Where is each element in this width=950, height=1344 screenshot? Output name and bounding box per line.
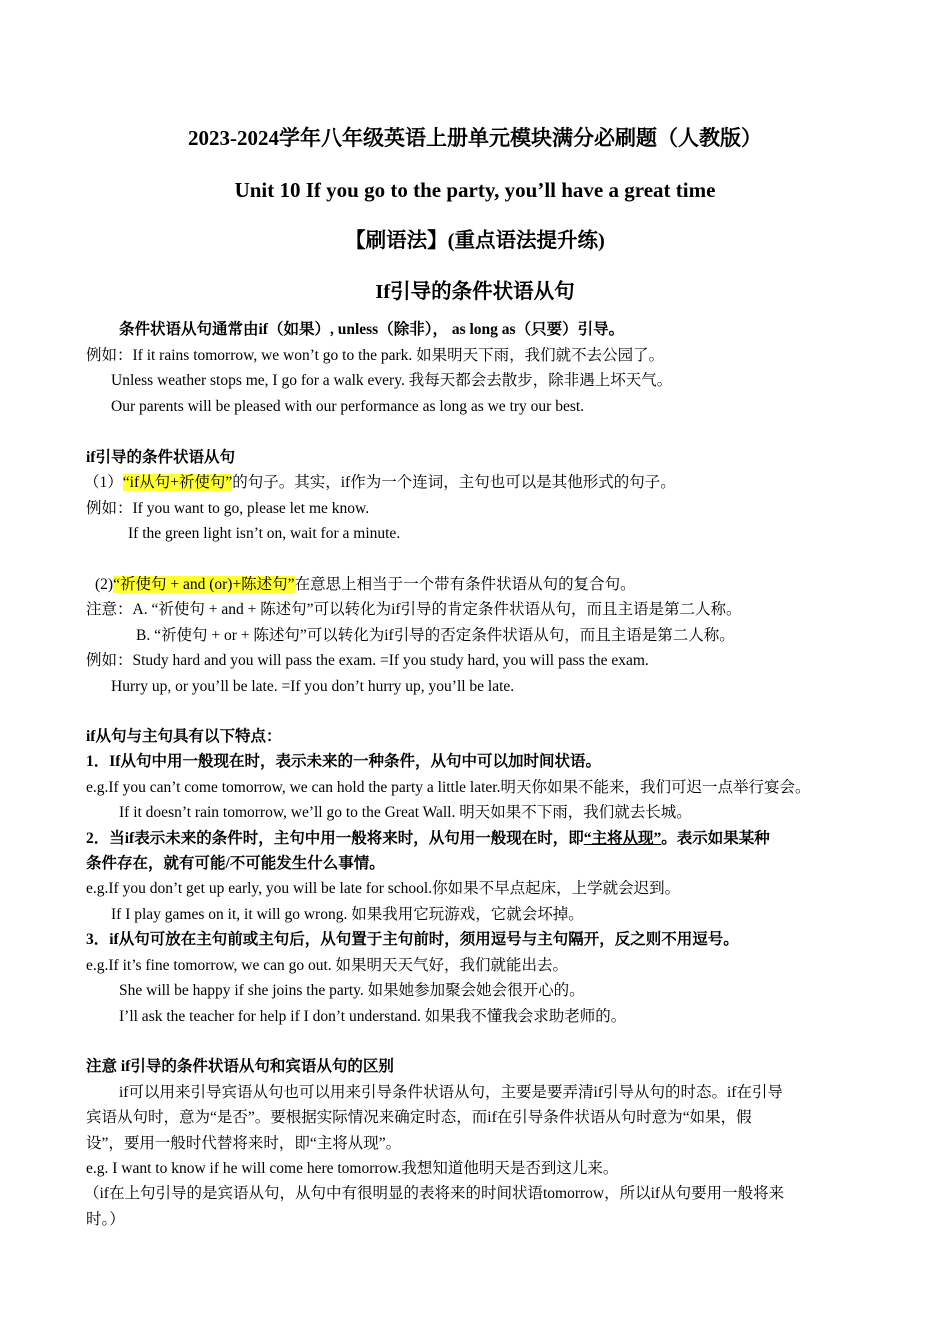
unit-title: Unit 10 If you go to the party, you’ll have a great time [234, 178, 716, 202]
point-1-number: （1） [84, 474, 123, 491]
rule-2-underline: “主将从现” [583, 830, 662, 847]
topic-title: If引导的条件状语从句 [375, 281, 575, 303]
intro-example-2: Unless weather stops me, I go for a walk every. 我每天都会去散步，除非遇上坏天气。 [111, 372, 673, 389]
part3-paragraph-line-3: 设”，要用一般时代替将来时，即“主将从现”。 [86, 1135, 402, 1152]
point-1-text: 的句子。其实，if作为一个连词，主句也可以是其他形式的句子。 [232, 474, 676, 491]
part3-example: e.g. I want to know if he will come here tomorrow.我想知道他明天是否到这儿来。 [86, 1160, 619, 1177]
section-title: 【刷语法】(重点语法提升练) [345, 230, 605, 252]
part3-paragraph-line-1: if可以用来引导宾语从句也可以用来引导条件状语从句，主要是要弄清if引导从句的时态。if在引导 [119, 1084, 783, 1101]
document-title: 2023-2024学年八年级英语上册单元模块满分必刷题（人教版） [188, 126, 762, 150]
part2-heading: if从句与主句具有以下特点： [86, 728, 282, 745]
part3-heading: 注意 if引导的条件状语从句和宾语从句的区别 [86, 1058, 394, 1075]
part1-example-4: Hurry up, or you’ll be late. =If you don’t hurry up, you’ll be late. [111, 678, 515, 695]
rule-3-example-3: I’ll ask the teacher for help if I don’t understand. 如果我不懂我会求助老师的。 [119, 1008, 627, 1025]
rule-2 [86, 826, 770, 851]
part3-note-line-1: （if在上句引导的是宾语从句，从句中有很明显的表将来的时间状语tomorrow，所以if从句要用一般将来 [84, 1185, 785, 1202]
point-2-highlight: “祈使句 + and (or)+陈述句” [113, 576, 295, 593]
point-2-number: (2) [95, 576, 114, 593]
rule-2-line-2: 条件存在，就有可能/不可能发生什么事情。 [86, 855, 385, 872]
part1-example-2: If the green light isn’t on, wait for a minute. [128, 525, 401, 542]
rule-2-example-2: If I play games on it, it will go wrong. 如果我用它玩游戏，它就会坏掉。 [111, 906, 584, 923]
rule-2-pre: 2．当if表示未来的条件时，主句中用一般将来时，从句用一般现在时，即 [86, 830, 584, 847]
rule-1-example-2: If it doesn’t rain tomorrow, we’ll go to the Great Wall. 明天如果不下雨，我们就去长城。 [119, 804, 692, 821]
part1-point-1 [84, 470, 676, 495]
rule-3-example-1: e.g.If it’s fine tomorrow, we can go out. 如果明天天气好，我们就能出去。 [86, 957, 569, 974]
rule-3-example-2: She will be happy if she joins the party. 如果她参加聚会她会很开心的。 [119, 982, 585, 999]
part1-example-1: 例如：If you want to go, please let me know. [86, 500, 370, 517]
part1-heading: if引导的条件状语从句 [86, 449, 235, 466]
part1-note-b: B. “祈使句 + or + 陈述句”可以转化为if引导的否定条件状语从句，而且主语是第二人称。 [136, 627, 735, 644]
part1-example-3: 例如：Study hard and you will pass the exam. =If you study hard, you will pass the exam. [86, 652, 649, 669]
rule-2-post: 。表示如果某种 [661, 830, 770, 847]
rule-3: 3．if从句可放在主句前或主句后，从句置于主句前时，须用逗号与主句隔开，反之则不用逗号。 [86, 931, 739, 948]
intro-lead: 条件状语从句通常由if（如果）, unless（除非）， as long as（只要）引导。 [119, 321, 625, 338]
part1-point-2 [95, 572, 636, 597]
intro-example-3: Our parents will be pleased with our performance as long as we try our best. [111, 398, 585, 415]
rule-2-example-1: e.g.If you don’t get up early, you will be late for school.你如果不早点起床，上学就会迟到。 [86, 880, 681, 897]
part3-note-line-2: 时。） [86, 1211, 125, 1228]
part1-note-a: 注意：A. “祈使句 + and + 陈述句”可以转化为if引导的肯定条件状语从句，而且主语是第二人称。 [86, 601, 742, 618]
point-2-text: 在意思上相当于一个带有条件状语从句的复合句。 [294, 576, 636, 593]
intro-example-1: 例如：If it rains tomorrow, we won’t go to the park. 如果明天下雨，我们就不去公园了。 [86, 347, 665, 364]
point-1-highlight: “if从句+祈使句” [122, 474, 233, 491]
part3-paragraph-line-2: 宾语从句时，意为“是否”。要根据实际情况来确定时态，而if在引导条件状语从句时意为“如果，假 [86, 1109, 752, 1126]
rule-1: 1．If从句中用一般现在时，表示未来的一种条件，从句中可以加时间状语。 [86, 753, 601, 770]
rule-1-example-1: e.g.If you can’t come tomorrow, we can hold the party a little later.明天你如果不能来，我们可迟一点举行宴会。 [86, 779, 811, 796]
